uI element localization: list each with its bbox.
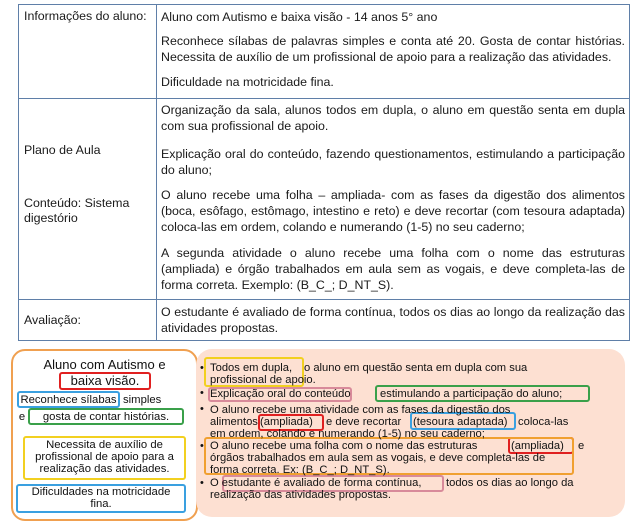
summary-difficulty-line1: Dificuldades na motricidade [31,486,171,498]
summary-explicacao: Explicação oral do conteúdo [210,388,351,400]
row-evaluation [19,300,629,340]
summary-realizacao: realização das atividades propostas. [210,489,391,501]
summary-title-line1: Aluno com Autismo e [43,357,166,372]
summary-e-conj: e [578,440,585,452]
lesson-plan-content-cell [158,99,625,299]
summary-avaliado: O estudante é avaliado de forma contínua, [210,477,422,489]
plan-paragraph-explanation: Explicação oral do conteúdo, fazendo questionamentos, estimulando a participação do aluno; [161,147,625,177]
evaluation-content-cell [158,300,625,340]
bullet: • [200,477,204,489]
summary-todos-dias: todos os dias ao longo da [446,477,574,489]
summary-ampliada-2: (ampliada) [511,440,564,452]
summary-colocalas: coloca-las [518,416,569,428]
bullet: • [200,387,204,399]
summary-recortar: e deve recortar [326,416,402,428]
summary-forma-correta: forma correta. Ex: (B_C_; D_NT_S). [210,464,390,476]
summary-ordem: em ordem, colando e numerando (1-5) no seu caderno; [210,428,485,440]
plan-paragraph-activity-two: A segunda atividade o aluno recebe uma folha com o nome das estruturas (ampliada) e órgão trabalhados em aula sem as vogais, e deve completa-las de forma correta. Exemplo: (B_C_; D_NT_S). [161,246,625,292]
lesson-plan-label-cell [19,99,156,299]
lesson-summary-box [196,349,625,517]
evaluation-text: O estudante é avaliado de forma contínua, todos os dias ao longo da realização das atividades propostas. [161,305,625,335]
student-info-content-cell [158,5,625,98]
summary-difficulty-line2: fina. [90,498,112,510]
summary-senta: o aluno em questão senta em dupla com sua [304,362,528,374]
column-divider [156,300,157,340]
column-divider [156,99,157,299]
bullet: • [200,403,204,415]
plan-paragraph-organization: Organização da sala, alunos todos em dupla, o aluno em questão senta em dupla com sua profissional de apoio. [161,103,625,133]
student-info-label-cell [19,5,156,98]
summary-profissional: profissional de apoio. [210,374,316,386]
evaluation-label: Avaliação: [24,313,81,327]
bullet: • [200,362,204,374]
summary-folha-estruturas: O aluno recebe uma folha com o nome das estruturas [210,440,478,452]
lesson-plan-table [18,4,630,341]
summary-e: e [18,411,26,423]
student-info-label: Informações do aluno: [24,9,147,23]
summary-participacao: estimulando a participação do aluno; [380,388,563,400]
summary-recognizes: Reconhece sílabas [20,394,117,406]
student-summary-box [11,349,198,521]
summary-needs: Necessita de auxílio de profissional de apoio para a realização das atividades. [35,439,174,475]
summary-title-line2: baixa visão. [70,373,140,388]
student-difficulty: Dificuldade na motricidade fina. [161,75,334,89]
student-profile: Aluno com Autismo e baixa visão - 14 anos 5° ano [161,10,438,24]
plan-paragraph-activity-one: O aluno recebe uma folha – ampliada- com as fases da digestão dos alimentos (boca, esôfago, estômago, intestino e reto) e deve recortar (com tesoura adaptada) coloca-las em ordem, colando e numerando (1-5) no seu caderno; [161,188,625,234]
summary-stories: gosta de contar histórias. [42,411,170,423]
column-divider [156,5,157,98]
row-student-info [19,5,629,99]
evaluation-label-cell [19,300,156,340]
summary-tesoura: (tesoura adaptada) [413,416,508,428]
summary-alimentos: alimentos [210,416,258,428]
student-abilities: Reconhece sílabas de palavras simples e conta até 20. Gosta de contar histórias. Necessita de auxílio de um profissional de apoio para a realização das atividades. [161,34,625,64]
summary-atividade-line1: O aluno recebe uma atividade com as fases da digestão dos [210,404,511,416]
summary-ampliada-1: (ampliada) [260,416,313,428]
lesson-plan-label: Plano de Aula [24,143,101,157]
bullet: • [200,440,204,452]
content-label: Conteúdo: Sistema digestório [24,196,130,225]
summary-orgaos: órgãos trabalhados em aula sem as vogais, e deve completa-las de [210,452,546,464]
row-lesson-plan [19,99,629,300]
summary-dupla: Todos em dupla, [210,362,293,374]
summary-simples: simples [123,394,162,406]
